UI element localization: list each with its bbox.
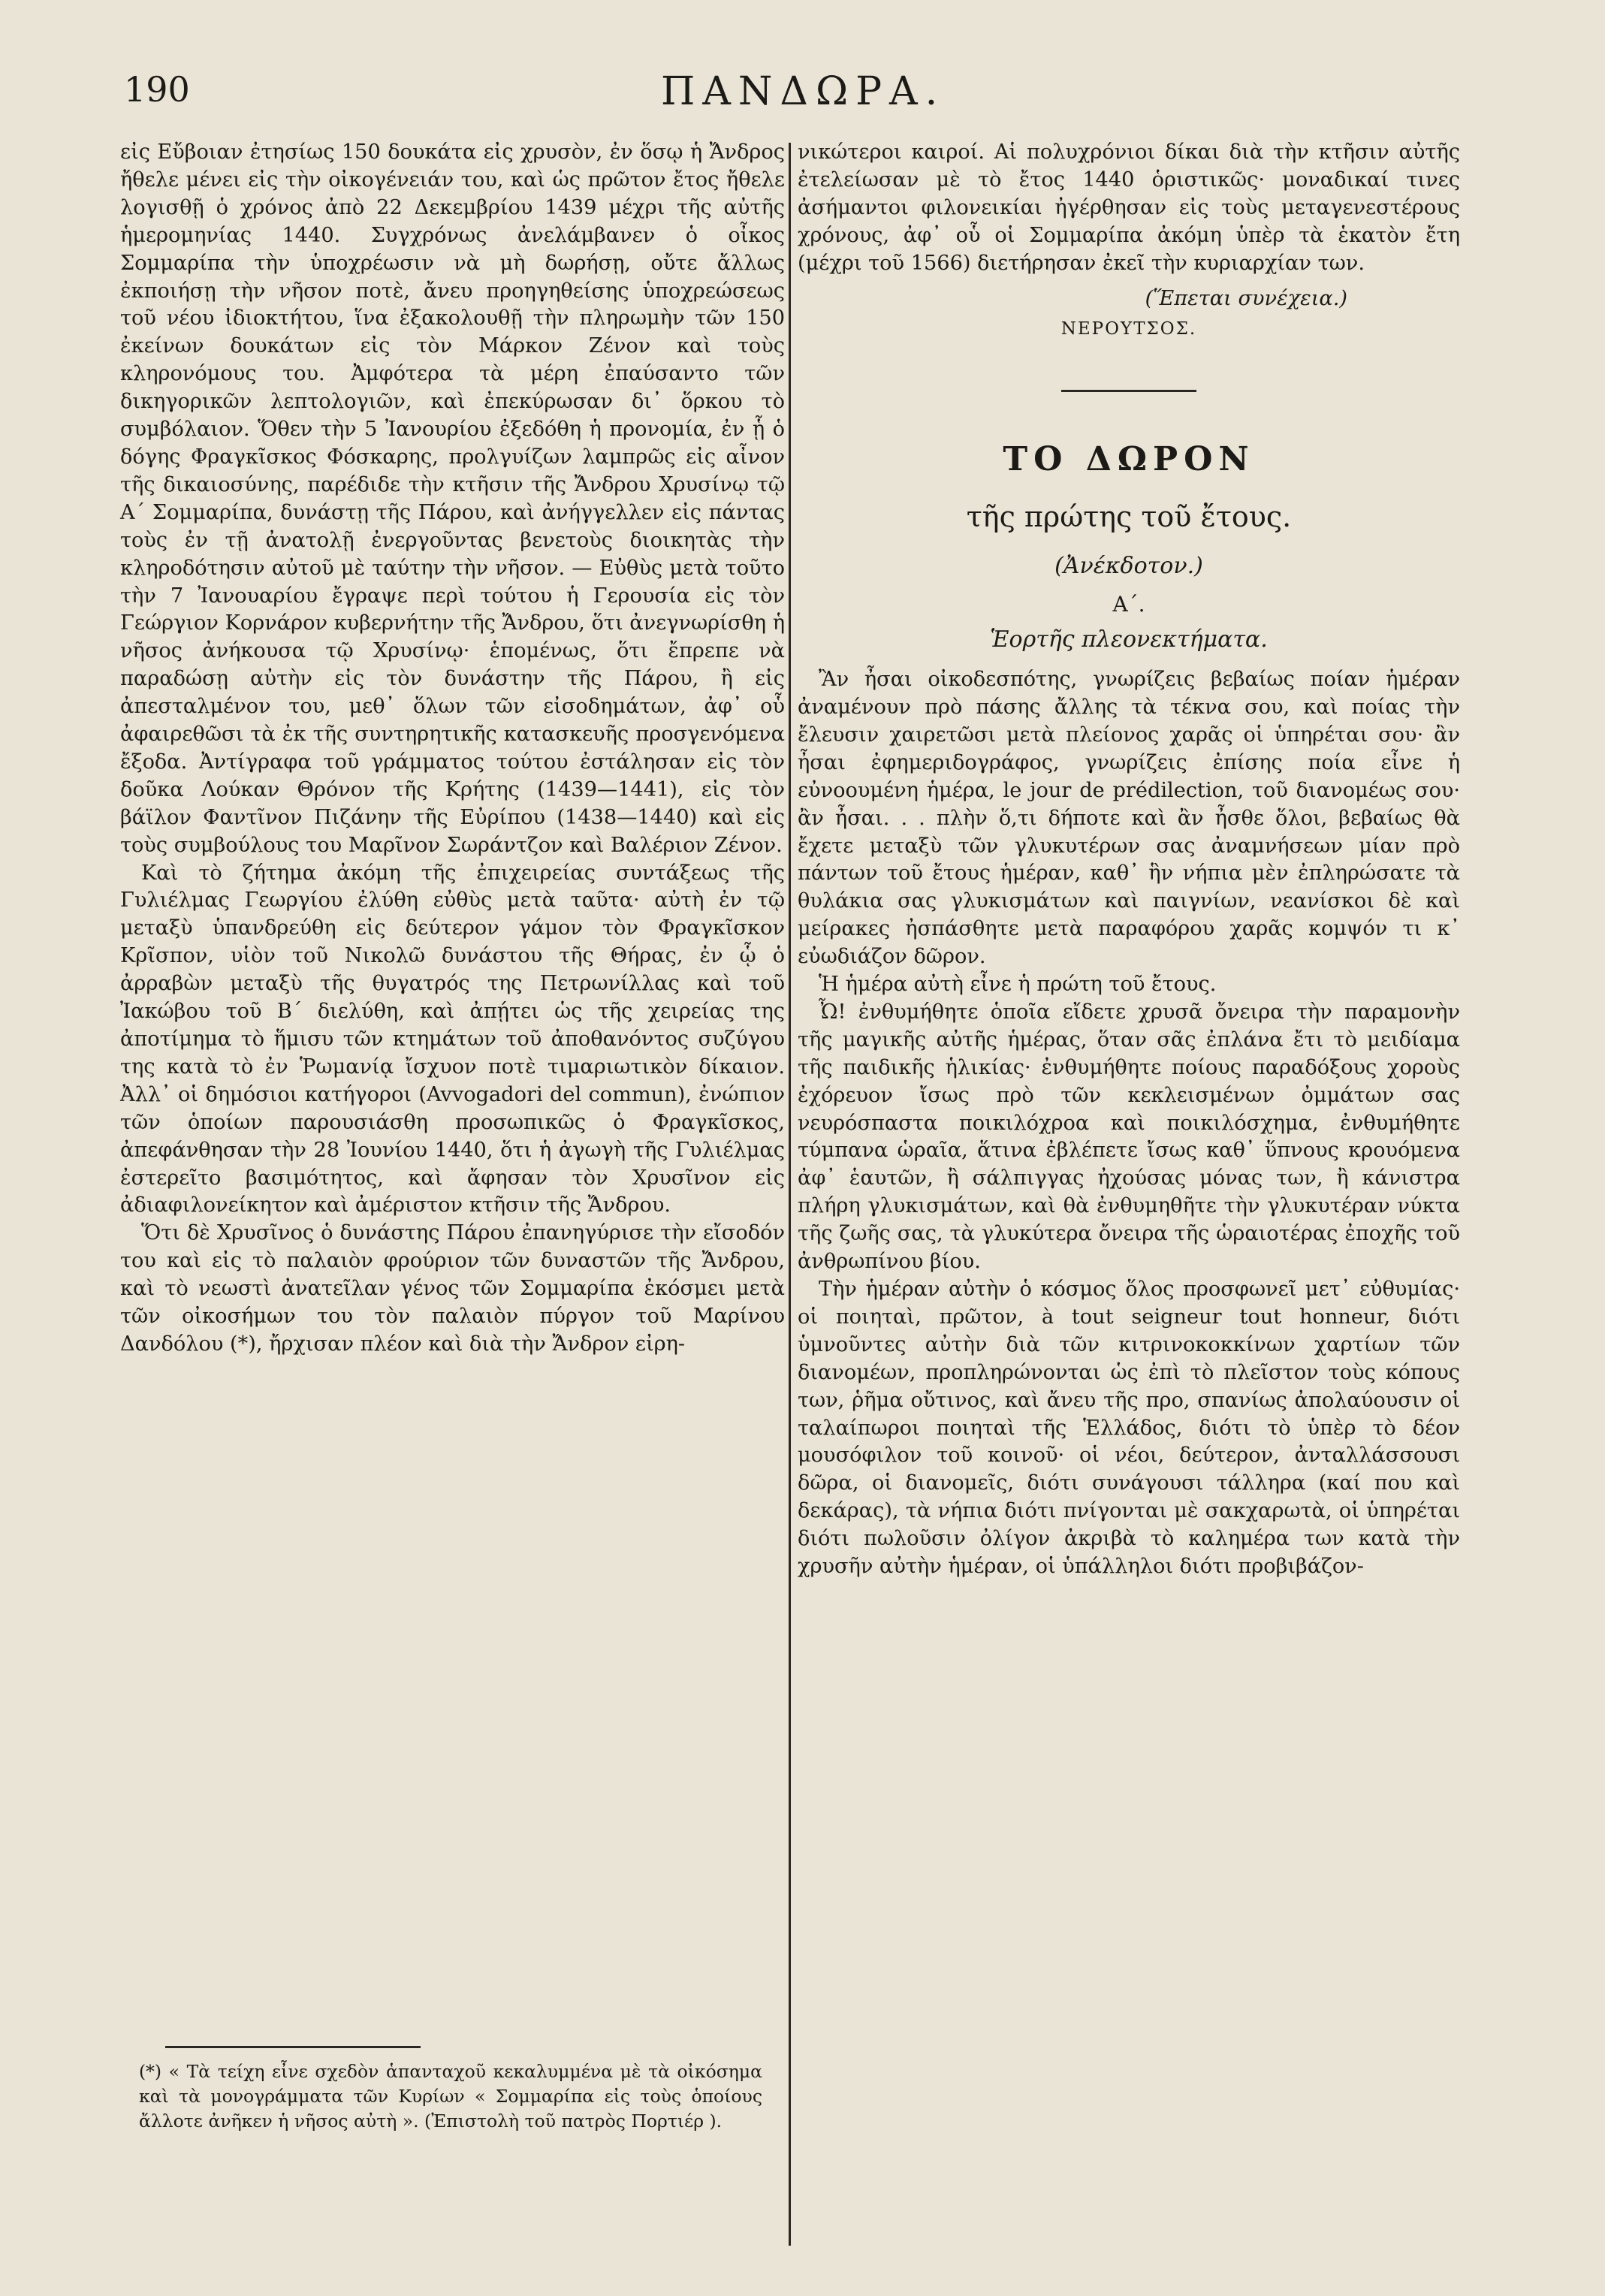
left-paragraph-3: Ὅτι δὲ Χρυσῖνος ὁ δυνάστης Πάρου ἐπανηγύρισε τὴν εἴσοδόν του καὶ εἰς τὸ παλαιὸν φρούριον τῶν δυναστῶν τῆς Ἄνδρου, καὶ τὸ νεωστὶ ἀνατεῖλαν γένος τῶν Σομμαρίπα ἐκόσμει μετὰ τῶν οἰκοσήμων του τὸν παλαιὸν πύργον τοῦ Μαρίνου Δανδόλου (*), ἤρχισαν πλέον καὶ διὰ τὴν Ἄνδρον εἰρη- [120, 1221, 785, 1356]
right-paragraph-1: Ἂν ἦσαι οἰκοδεσπότης, γνωρίζεις βεβαίως ποίαν ἡμέραν ἀναμένουν πρὸ πάσης ἄλλης τὰ τέκνα σου, καὶ ποίας τὴν ἔλευσιν χαιρετῶσι μετὰ πλείονος χαρᾶς οἱ ὑπηρέται σου· ἂν ἦσαι ἐφημεριδογράφος, γνωρίζεις ἐπίσης ποία εἶνε ἡ εὐνοουμένη ἡμέρα, le jour de prédilection, τοῦ διανομέως σου· ἂν ἦσαι. . . πλὴν ὅ,τι δήποτε καὶ ἂν ἦσθε ὅλοι, βεβαίως θὰ ἔχετε μεταξὺ τῶν γλυκυτέρων σας ἀναμνήσεων μίαν πρὸ πάντων τοῦ ἔτους ἡμέραν, καθ᾽ ἣν νήπια μὲν ἐπληρώσατε τὰ θυλάκια σας γλυκισμάτων καὶ παιγνίων, νεανίσκοι δὲ καὶ μείρακες ἠσπάσθητε μετὰ παραφόρου χαρᾶς κομψόν τι κ᾽ εὐωδιάζον δῶρον. [798, 668, 1460, 969]
page-header [0, 69, 1605, 137]
right-paragraph-2: Ἡ ἡμέρα αὐτὴ εἶνε ἡ πρώτη τοῦ ἔτους. [819, 973, 1217, 997]
left-column [120, 139, 785, 2032]
right-column [798, 139, 1460, 2242]
article-title: ΤΟ ΔΩΡΟΝ [1003, 440, 1255, 479]
part-number: Α´. [1112, 592, 1145, 617]
part-title: Ἑορτῆς πλεονεκτήματα. [990, 626, 1268, 653]
section-rule [1061, 390, 1196, 392]
right-paragraph-4: Τὴν ἡμέραν αὐτὴν ὁ κόσμος ὅλος προσφωνεῖ μετ᾽ εὐθυμίας· οἱ ποιηταὶ, πρῶτον, à tout seigneur tout honneur, διότι ὑμνοῦντες αὐτὴν διὰ τῶν κιτρινοκοκκίνων χαρτίων τῶν διανομέων, προπληρώνονται ὡς ἐπὶ τὸ πλεῖστον τοὺς κόπους των, ῥῆμα οὔτινος, καὶ ἄνευ τῆς προ, σπανίως ἀπολαύουσιν οἱ ταλαίπωροι ποιηταὶ τῆς Ἑλλάδος, διότι τὸ ὑπὲρ τὸ δέον μουσόφιλον τοῦ κοινοῦ· οἱ νέοι, δεύτερον, ἀνταλλάσσουσι δῶρα, οἱ διανομεῖς, διότι συνάγουσι τάλληρα (καί που καὶ δεκάρας), τὰ νήπια διότι πνίγονται μὲ σακχαρωτὰ, οἱ ὑπηρέται διότι πωλοῦσιν ὀλίγον ἀκριβὰ τὸ καλημέρα των κατὰ τὴν χρυσῆν αὐτὴν ἡμέραν, οἱ ὑπάλληλοι διότι προβιβάζον- [798, 1278, 1460, 1579]
continued-note: (Ἕπεται συνέχεια.) [1145, 286, 1347, 310]
footnote-text: (*) « Τὰ τείχη εἶνε σχεδὸν ἁπανταχοῦ κεκαλυμμένα μὲ τὰ οἰκόσημα καὶ τὰ μονογράμματα τῶν Κυρίων « Σομμαρίπα εἰς τοὺς ὁποίους ἄλλοτε ἀνῆκεν ἡ νῆσος αὐτὴ ». (Ἐπιστολὴ τοῦ πατρὸς Πορτιέρ ). [139, 2061, 762, 2132]
running-title: ΠΑΝΔΩΡΑ. [661, 69, 946, 114]
footnote [139, 2059, 762, 2134]
footnote-rule [165, 2046, 421, 2048]
column-divider [789, 143, 791, 2246]
article-note: (Ἀνέκδοτον.) [1054, 553, 1203, 580]
right-continuation-paragraph: νικώτεροι καιροί. Αἱ πολυχρόνιοι δίκαι διὰ τὴν κτῆσιν αὐτῆς ἐτελείωσαν μὲ τὸ ἔτος 1440 ὁριστικῶς· μοναδικαί τινες ἀσήμαντοι φιλονεικίαι ἠγέρθησαν εἰς τοὺς μεταγενεστέρους χρόνους, ἀφ᾽ οὗ οἱ Σομμαρίπα ἀκόμη ὑπὲρ τὰ ἑκατὸν ἔτη (μέχρι τοῦ 1566) διετήρησαν ἐκεῖ τὴν κυριαρχίαν των. [798, 140, 1460, 275]
page-number: 190 [124, 69, 190, 110]
article-subtitle: τῆς πρώτης τοῦ ἔτους. [966, 500, 1292, 534]
author-signature: ΝΕΡΟΥΤΣΟΣ. [1060, 319, 1197, 339]
left-paragraph-1: εἰς Εὔβοιαν ἐτησίως 150 δουκάτα εἰς χρυσὸν, ἐν ὅσῳ ἡ Ἄνδρος ἤθελε μένει εἰς τὴν οἰκογένειάν του, καὶ ὡς πρῶτον ἔτος ἤθελε λογισθῇ ὁ χρόνος ἀπὸ 22 Δεκεμβρίου 1439 μέχρι τῆς αὐτῆς ἡμερομηνίας 1440. Συγχρόνως ἀνελάμβανεν ὁ οἶκος Σομμαρίπα τὴν ὑποχρέωσιν νὰ μὴ δωρήσῃ, οὔτε ἄλλως ἐκποιήσῃ τὴν νῆσον ποτὲ, ἄνευ προηγηθείσης ὑποχρεώσεως τοῦ νέου ἰδιοκτήτου, ἵνα ἐξακολουθῇ τὴν πληρωμὴν τῶν 150 ἐκείνων δουκάτων εἰς τὸν Μάρκον Ζένον καὶ τοὺς κληρονόμους του. Ἀμφότερα τὰ μέρη ἐπαύσαντο τῶν δικηγορικῶν λεπτολογιῶν, καὶ ἐπεκύρωσαν δι᾽ ὅρκου τὸ συμβόλαιον. Ὅθεν τὴν 5 Ἰανουρίου ἐξεδόθη ἡ προνομία, ἐν ᾗ ὁ δόγης Φραγκῖσκος Φόσκαρης, προλγυίζων λαμπρῶς εἰς αἶνον τῆς δικαιοσύνης, παρέδιδε τὴν κτῆσιν τῆς Ἄνδρου Χρυσίνῳ τῷ Α´ Σομμαρίπα, δυνάστῃ τῆς Πάρου, καὶ ἀνήγγελλεν εἰς πάντας τοὺς ἐν τῇ ἀνατολῇ ἐνεργοῦντας βενετοὺς διοικητὰς τὴν κληροδότησιν αὐτοῦ μὲ ταύτην τὴν νῆσον. — Εὐθὺς μετὰ τοῦτο τὴν 7 Ἰανουαρίου ἔγραψε περὶ τούτου ἡ Γερουσία εἰς τὸν Γεώργιον Κορνάρον κυβερνήτην τῆς Ἄνδρου, ὅτι ἀνεγνωρίσθη ἡ νῆσος ἀνήκουσα τῷ Χρυσίνῳ· ἑπομένως, ὅτι ἔπρεπε νὰ παραδώσῃ αὐτὴν εἰς τὸν δυνάστην τῆς Πάρου, ἢ εἰς ἀπεσταλμένον του, μεθ᾽ ὅλων τῶν εἰσοδημάτων, ἀφ᾽ οὗ ἀφαιρεθῶσι τὰ ἐκ τῆς συντηρητικῆς κατασκευῆς προσγενόμενα ἔξοδα. Ἀντίγραφα τοῦ γράμματος τούτου ἐστάλησαν εἰς τὸν δοῦκα Λούκαν Θρόνον τῆς Κρήτης (1439—1441), εἰς τὸν βάϊλον Φαντῖνον Πιζάνην τῆς Εὐρίπου (1438—1440) καὶ εἰς τοὺς συμβούλους του Μαρῖνον Σωράντζον καὶ Βαλέριον Ζένον. [120, 140, 785, 857]
right-paragraph-3: Ὦ! ἐνθυμήθητε ὁποῖα εἴδετε χρυσᾶ ὄνειρα τὴν παραμονὴν τῆς μαγικῆς αὐτῆς ἡμέρας, ὅταν σᾶς ἐπλάνα ἔτι τὸ μειδίαμα τῆς παιδικῆς ἡλικίας· ἐνθυμήθητε ποίους παραδόξους χοροὺς ἐχόρευον ἴσως πρὸ τῶν κεκλεισμένων ὀμμάτων σας νευρόσπαστα ποικιλόχροα καὶ ποικιλόσχημα, ἐνθυμήθητε τύμπανα ὡραῖα, ἅτινα ἐβλέπετε ἴσως καθ᾽ ὕπνους κρουόμενα ἀφ᾽ ἑαυτῶν, ἢ σάλπιγγας ἠχούσας μόνας των, ἢ κάνιστρα πλήρη γλυκισμάτων, καὶ θὰ ἐνθυμηθῆτε τὴν γλυκυτέραν νύκτα τῆς ζωῆς σας, τὰ γλυκύτερα ὄνειρα τῆς ὡραιοτέρας ἐποχῆς τοῦ ἀνθρωπίνου βίου. [798, 1000, 1460, 1274]
left-paragraph-2: Καὶ τὸ ζήτημα ἀκόμη τῆς ἐπιχειρείας συντάξεως τῆς Γυλιέλμας Γεωργίου ἐλύθη εὐθὺς μετὰ ταῦτα· αὐτὴ ἐν τῷ μεταξὺ ὑπανδρεύθη εἰς δεύτερον γάμον τὸν Φραγκῖσκον Κρῖσπον, υἱὸν τοῦ Νικολῶ δυνάστου τῆς Θήρας, ἐν ᾧ ὁ ἀρραβὼν μεταξὺ τῆς θυγατρός της Πετρωνίλλας καὶ τοῦ Ἰακώβου τοῦ Β´ διελύθη, καὶ ἀπῄτει ὡς τῆς χειρείας της ἀποτίμημα τὸ ἥμισυ τῶν κτημάτων τοῦ ἀποθανόντος συζύγου της κατὰ τὸ ἐν Ῥωμανίᾳ ἴσχυον ποτὲ τιμαριωτικὸν δίκαιον. Ἀλλ᾽ οἱ δημόσιοι κατήγοροι (Avvogadori del commun), ἐνώπιον τῶν ὁποίων παρουσιάσθη προσωπικῶς ὁ Φραγκῖσκος, ἀπεφάνθησαν τὴν 28 Ἰουνίου 1440, ὅτι ἡ ἀγωγὴ τῆς Γυλιέλμας ἐστερεῖτο βασιμότητος, καὶ ἄφησαν τὸν Χρυσῖνον εἰς ἀδιαφιλονείκητον καὶ ἀμέριστον κτῆσιν τῆς Ἄνδρου. [120, 861, 785, 1217]
